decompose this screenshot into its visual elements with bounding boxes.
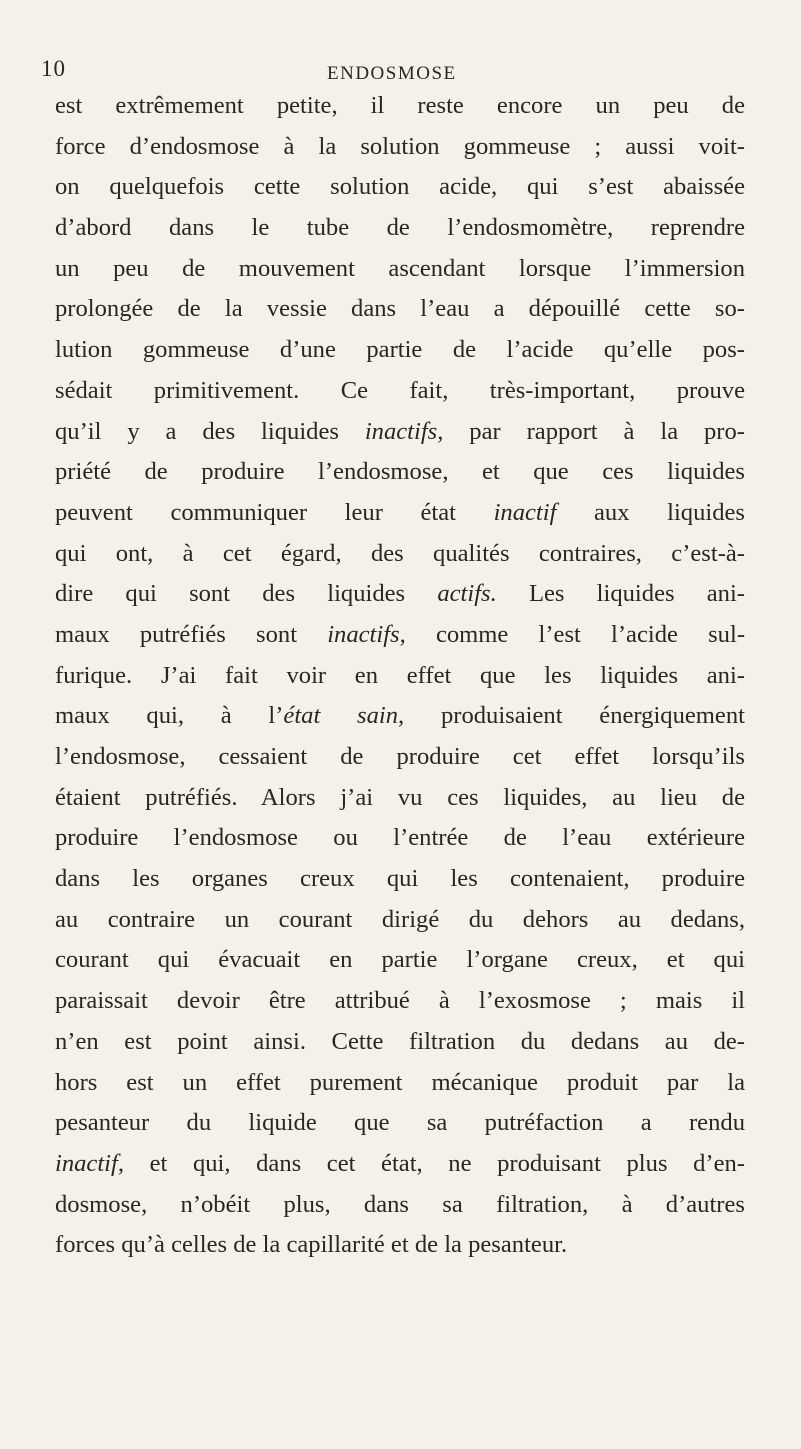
text-segment: qui ont, à cet égard, des qualités contraires, c’est-à- xyxy=(55,539,745,567)
text-line xyxy=(55,900,745,941)
text-line xyxy=(55,778,745,819)
text-line xyxy=(55,1063,745,1104)
text-segment: dire qui sont des liquides xyxy=(55,580,438,608)
text-line xyxy=(55,412,745,453)
italic-text: actifs. xyxy=(437,580,497,608)
text-segment: furique. J’ai fait voir en effet que les liquides ani- xyxy=(55,661,745,689)
text-line xyxy=(55,1144,745,1185)
text-line xyxy=(55,493,745,534)
text-line xyxy=(55,859,745,900)
text-line xyxy=(55,737,745,778)
italic-text: inactifs, xyxy=(364,417,444,445)
text-segment: étaient putréfiés. Alors j’ai vu ces liquides, au lieu de xyxy=(55,783,745,811)
text-line xyxy=(55,208,745,249)
text-line xyxy=(55,452,745,493)
text-segment: est extrêmement petite, il reste encore un peu de xyxy=(55,92,745,119)
italic-text: inactif xyxy=(493,498,557,526)
text-line xyxy=(55,289,745,330)
italic-text: état sain, xyxy=(283,702,405,730)
text-segment: produire l’endosmose ou l’entrée de l’eau extérieure xyxy=(55,824,745,852)
text-line xyxy=(55,981,745,1022)
text-segment: courant qui évacuait en partie l’organe creux, et qui xyxy=(55,946,745,974)
text-line xyxy=(55,330,745,371)
text-segment: peuvent communiquer leur état xyxy=(55,498,494,526)
text-line xyxy=(55,1103,745,1144)
text-segment: sédait primitivement. Ce fait, très-important, prouve xyxy=(55,376,745,404)
text-segment: Les liquides ani- xyxy=(496,580,745,608)
text-line xyxy=(55,615,745,656)
text-segment: aux liquides xyxy=(556,498,746,526)
text-segment: un peu de mouvement ascendant lorsque l’immersion xyxy=(55,254,745,282)
text-line xyxy=(55,1185,745,1226)
text-line xyxy=(55,1225,745,1266)
text-segment: hors est un effet purement mécanique produit par la xyxy=(55,1068,745,1096)
page-number: 10 xyxy=(41,56,66,81)
text-segment: dosmose, n’obéit plus, dans sa filtration, à d’autres xyxy=(55,1190,745,1218)
text-line xyxy=(55,86,745,127)
text-line xyxy=(55,534,745,575)
text-line xyxy=(55,1022,745,1063)
text-segment: forces qu’à celles de la capillarité et de la pesanteur. xyxy=(55,1231,568,1259)
text-line xyxy=(55,818,745,859)
text-segment: par rapport à la pro- xyxy=(443,417,745,445)
body-text xyxy=(55,86,745,1266)
text-segment: maux qui, à l’ xyxy=(55,702,284,730)
text-segment: produisaient énergiquement xyxy=(404,702,745,730)
italic-text: inactif, xyxy=(55,1149,124,1177)
text-segment: d’abord dans le tube de l’endosmomètre, reprendre xyxy=(55,214,745,242)
text-segment: qu’il y a des liquides xyxy=(55,417,365,445)
running-title: ENDOSMOSE xyxy=(327,63,457,84)
text-line xyxy=(55,940,745,981)
text-segment: maux putréfiés sont xyxy=(55,620,328,648)
italic-text: inactifs, xyxy=(327,620,406,648)
text-line xyxy=(55,696,745,737)
text-line xyxy=(55,127,745,168)
text-segment: paraissait devoir être attribué à l’exosmose ; mais il xyxy=(55,987,745,1015)
text-segment: force d’endosmose à la solution gommeuse ; aussi voit- xyxy=(55,132,745,160)
text-segment: on quelquefois cette solution acide, qui s’est abaissée xyxy=(55,173,745,201)
text-segment: l’endosmose, cessaient de produire cet effet lorsqu’ils xyxy=(55,743,745,770)
text-segment: n’en est point ainsi. Cette filtration du dedans au de- xyxy=(55,1027,745,1055)
text-line xyxy=(55,574,745,615)
text-segment: pesanteur du liquide que sa putréfaction a rendu xyxy=(55,1109,745,1137)
text-segment: priété de produire l’endosmose, et que ces liquides xyxy=(55,458,745,486)
text-line xyxy=(55,249,745,290)
text-line xyxy=(55,167,745,208)
text-segment: dans les organes creux qui les contenaient, produire xyxy=(55,865,745,893)
text-segment: prolongée de la vessie dans l’eau a dépouillé cette so- xyxy=(55,295,745,323)
text-line xyxy=(55,656,745,697)
text-segment: lution gommeuse d’une partie de l’acide qu’elle pos- xyxy=(55,336,745,364)
text-segment: comme l’est l’acide sul- xyxy=(405,620,746,648)
text-line xyxy=(55,371,745,412)
text-segment: au contraire un courant dirigé du dehors au dedans, xyxy=(55,905,745,933)
text-segment: et qui, dans cet état, ne produisant plus d’en- xyxy=(124,1149,745,1177)
